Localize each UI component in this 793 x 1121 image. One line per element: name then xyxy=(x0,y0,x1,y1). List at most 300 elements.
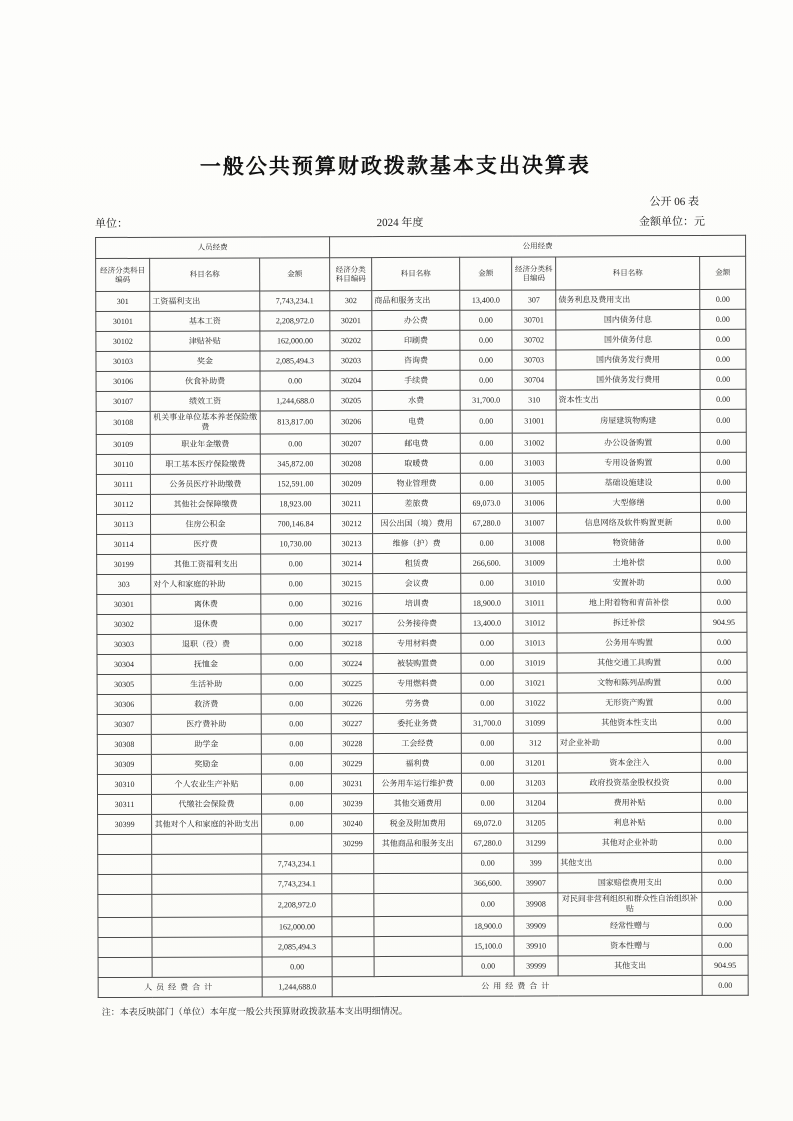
amount-cell: 0.00 xyxy=(461,693,513,713)
name-cell: 工会经费 xyxy=(373,733,461,753)
amount-cell: 10,730.00 xyxy=(261,534,331,554)
amount-cell: 0.00 xyxy=(460,453,512,473)
code-cell: 310 xyxy=(512,390,556,410)
name-cell: 物业管理费 xyxy=(372,473,460,493)
amount-cell: 7,743,234.1 xyxy=(262,874,332,894)
name-cell: 其他商品和服务支出 xyxy=(374,833,462,853)
name-cell: 土地补偿 xyxy=(557,552,701,573)
code-cell: 31008 xyxy=(513,533,557,553)
name-cell: 商品和服务支出 xyxy=(372,290,460,310)
amount-cell: 0.00 xyxy=(460,473,512,493)
budget-table xyxy=(95,235,749,998)
code-cell: 30202 xyxy=(330,331,372,351)
name-cell: 政府投资基金股权投资 xyxy=(557,772,701,793)
group-header-public: 公用经费 xyxy=(330,235,746,257)
name-cell xyxy=(374,956,462,976)
name-cell xyxy=(152,917,262,937)
amount-cell: 0.00 xyxy=(261,754,331,774)
amount-cell: 0.00 xyxy=(462,893,514,916)
code-cell: 30211 xyxy=(330,494,372,514)
name-cell: 被装购置费 xyxy=(373,653,461,673)
table-row xyxy=(96,492,746,514)
code-cell: 30203 xyxy=(330,351,372,371)
name-cell: 拆迁补偿 xyxy=(557,612,701,633)
name-cell: 代缴社会保险费 xyxy=(151,794,261,814)
code-cell: 30229 xyxy=(331,754,373,774)
amount-cell: 0.00 xyxy=(261,794,331,814)
name-cell: 伙食补助费 xyxy=(150,371,260,391)
amount-cell: 0.00 xyxy=(261,674,331,694)
name-cell: 大型修缮 xyxy=(556,492,700,513)
name-cell: 经常性赠与 xyxy=(558,915,702,936)
amount-cell: 0.00 xyxy=(262,957,332,977)
amount-cell: 2,208,972.0 xyxy=(260,311,330,331)
amount-cell: 0.00 xyxy=(261,594,331,614)
amount-cell: 0.00 xyxy=(700,289,746,309)
col-header-code: 经济分类科目编码 xyxy=(330,258,372,291)
col-header-amount: 金额 xyxy=(260,258,330,291)
code-cell: 30702 xyxy=(512,330,556,350)
code-cell: 30305 xyxy=(97,674,151,694)
code-cell: 30308 xyxy=(97,734,151,754)
code-cell: 30216 xyxy=(331,594,373,614)
total-row xyxy=(98,975,748,997)
name-cell: 邮电费 xyxy=(372,433,460,453)
name-cell: 退休费 xyxy=(151,614,261,634)
amount-cell: 0.00 xyxy=(701,672,747,692)
code-cell: 31007 xyxy=(513,513,557,533)
code-cell xyxy=(98,937,152,957)
name-cell: 国外债务付息 xyxy=(556,329,700,350)
code-cell: 399 xyxy=(514,853,558,873)
table-row xyxy=(96,452,746,474)
code-cell: 30111 xyxy=(96,474,150,494)
code-cell: 30205 xyxy=(330,391,372,411)
amount-cell: 69,072.0 xyxy=(462,813,514,833)
group-header-row xyxy=(96,235,746,258)
amount-cell: 904.95 xyxy=(702,955,748,975)
code-cell: 31009 xyxy=(513,553,557,573)
name-cell: 安置补助 xyxy=(557,572,701,593)
amount-cell: 0.00 xyxy=(261,734,331,754)
table-row xyxy=(96,349,746,371)
col-header-code: 经济分类科目编码 xyxy=(512,257,556,290)
table-row xyxy=(96,289,746,311)
name-cell: 其他工资福利支出 xyxy=(151,554,261,574)
code-cell: 30204 xyxy=(330,371,372,391)
name-cell: 手续费 xyxy=(372,370,460,390)
amount-cell: 0.00 xyxy=(261,694,331,714)
amount-cell: 0.00 xyxy=(701,732,747,752)
code-cell: 31005 xyxy=(512,473,556,493)
name-cell: 咨询费 xyxy=(372,350,460,370)
code-cell: 312 xyxy=(513,733,557,753)
table-row xyxy=(97,752,747,774)
code-cell xyxy=(98,874,152,894)
code-cell: 31006 xyxy=(512,493,556,513)
name-cell: 医疗费补助 xyxy=(151,714,261,734)
name-cell: 信息网络及软件购置更新 xyxy=(557,512,701,533)
group-header-personnel: 人员经费 xyxy=(96,237,330,259)
table-row xyxy=(98,852,748,874)
table-row xyxy=(97,672,747,694)
amount-cell: 0.00 xyxy=(700,432,746,452)
name-cell: 其他交通费用 xyxy=(374,793,462,813)
table-row xyxy=(98,872,748,894)
code-cell: 301 xyxy=(96,291,150,311)
name-cell xyxy=(374,873,462,893)
name-cell: 差旅费 xyxy=(372,493,460,513)
name-cell xyxy=(152,957,262,977)
amount-cell: 0.00 xyxy=(260,434,330,454)
code-cell: 30218 xyxy=(331,634,373,654)
amount-cell: 2,085,494.3 xyxy=(260,351,330,371)
amount-cell: 0.00 xyxy=(702,872,748,892)
name-cell: 对企业补助 xyxy=(557,732,701,753)
name-cell xyxy=(374,853,462,873)
amount-cell: 0.00 xyxy=(261,554,331,574)
code-cell: 30303 xyxy=(97,634,151,654)
amount-cell: 18,900.0 xyxy=(461,593,513,613)
code-cell: 30108 xyxy=(96,411,150,434)
amount-cell: 0.00 xyxy=(700,349,746,369)
code-cell: 30207 xyxy=(330,434,372,454)
table-row xyxy=(97,632,747,654)
code-cell: 30213 xyxy=(331,534,373,554)
table-row xyxy=(96,432,746,454)
name-cell: 公务接待费 xyxy=(373,613,461,633)
name-cell: 其他对个人和家庭的补助支出 xyxy=(152,814,262,834)
code-cell: 31099 xyxy=(513,713,557,733)
col-header-code: 经济分类科目编码 xyxy=(96,258,150,291)
code-cell: 31012 xyxy=(513,613,557,633)
code-cell: 30301 xyxy=(97,594,151,614)
amount-cell: 0.00 xyxy=(700,409,746,432)
code-cell: 31001 xyxy=(512,410,556,433)
table-row xyxy=(97,792,747,814)
amount-cell: 0.00 xyxy=(701,532,747,552)
name-cell: 生活补助 xyxy=(151,674,261,694)
page-title: 一般公共预算财政拨款基本支出决算表 xyxy=(199,153,591,179)
amount-cell: 0.00 xyxy=(702,792,748,812)
name-cell: 租赁费 xyxy=(373,553,461,573)
amount-cell: 0.00 xyxy=(460,350,512,370)
amount-cell: 0.00 xyxy=(700,472,746,492)
table-row xyxy=(96,389,746,411)
code-cell: 30214 xyxy=(331,554,373,574)
code-cell: 30224 xyxy=(331,654,373,674)
name-cell: 个人农业生产补贴 xyxy=(151,774,261,794)
code-cell xyxy=(98,834,152,854)
name-cell: 利息补贴 xyxy=(558,812,702,833)
amount-cell: 18,900.0 xyxy=(462,916,514,936)
code-cell xyxy=(98,957,152,977)
code-cell: 31204 xyxy=(514,793,558,813)
name-cell: 对个人和家庭的补助 xyxy=(151,574,261,594)
name-cell: 取暖费 xyxy=(372,453,460,473)
table-row xyxy=(97,592,747,614)
amount-cell: 0.00 xyxy=(701,572,747,592)
name-cell: 基本工资 xyxy=(150,311,260,331)
code-cell: 39907 xyxy=(514,873,558,893)
name-cell: 资本性赠与 xyxy=(558,935,702,956)
code-cell xyxy=(98,854,152,874)
code-cell: 30112 xyxy=(96,494,150,514)
public-total-amount: 0.00 xyxy=(702,975,748,995)
code-cell: 31022 xyxy=(513,693,557,713)
code-cell: 31019 xyxy=(513,653,557,673)
name-cell: 其他社会保障缴费 xyxy=(150,494,260,514)
code-cell: 31013 xyxy=(513,633,557,653)
amount-cell: 0.00 xyxy=(460,410,512,433)
code-cell: 30302 xyxy=(97,614,151,634)
amount-cell: 0.00 xyxy=(461,753,513,773)
amount-cell: 0.00 xyxy=(701,772,747,792)
amount-cell: 0.00 xyxy=(702,935,748,955)
amount-cell: 0.00 xyxy=(462,853,514,873)
code-cell: 30299 xyxy=(332,834,374,854)
amount-cell: 0.00 xyxy=(700,389,746,409)
code-cell: 31205 xyxy=(514,813,558,833)
name-cell xyxy=(374,936,462,956)
code-cell: 30101 xyxy=(96,311,150,331)
code-cell xyxy=(332,937,374,957)
name-cell: 福利费 xyxy=(373,753,461,773)
amount-cell: 0.00 xyxy=(461,633,513,653)
table-row xyxy=(97,692,747,714)
name-cell: 无形资产购置 xyxy=(557,692,701,713)
code-cell: 39908 xyxy=(514,893,558,916)
name-cell: 绩效工资 xyxy=(150,391,260,411)
amount-cell: 0.00 xyxy=(702,832,748,852)
amount-cell: 13,400.0 xyxy=(461,613,513,633)
amount-cell: 0.00 xyxy=(461,533,513,553)
amount-cell: 18,923.00 xyxy=(260,494,330,514)
code-cell: 30240 xyxy=(332,814,374,834)
name-cell: 职业年金缴费 xyxy=(150,434,260,454)
amount-cell xyxy=(262,834,332,854)
amount-cell: 31,700.0 xyxy=(461,713,513,733)
amount-cell: 0.00 xyxy=(261,774,331,794)
table-row xyxy=(97,652,747,674)
amount-cell: 0.00 xyxy=(700,492,746,512)
amount-cell: 0.00 xyxy=(700,369,746,389)
table-row xyxy=(96,472,746,494)
public-total-label: 公用经费合计 xyxy=(332,975,702,996)
table-row xyxy=(96,329,746,351)
table-body xyxy=(96,289,748,977)
name-cell: 税金及附加费用 xyxy=(374,813,462,833)
amount-cell: 0.00 xyxy=(701,712,747,732)
code-cell: 30399 xyxy=(98,814,152,834)
name-cell: 地上附着物和青苗补偿 xyxy=(557,592,701,613)
code-cell xyxy=(332,917,374,937)
name-cell: 资本性支出 xyxy=(556,389,700,410)
form-number: 公开 06 表 xyxy=(649,195,699,209)
amount-cell: 0.00 xyxy=(700,309,746,329)
name-cell: 其他资本性支出 xyxy=(557,712,701,733)
amount-cell: 7,743,234.1 xyxy=(262,854,332,874)
table-row xyxy=(98,915,748,937)
name-cell: 资本金注入 xyxy=(557,752,701,773)
name-cell: 对民间非营利组织和群众性自治组织补贴 xyxy=(558,892,702,916)
table-row xyxy=(98,832,748,854)
amount-cell: 0.00 xyxy=(460,310,512,330)
amount-cell: 0.00 xyxy=(461,653,513,673)
amount-cell: 31,700.0 xyxy=(460,390,512,410)
amount-cell: 0.00 xyxy=(700,329,746,349)
amount-cell: 0.00 xyxy=(461,673,513,693)
name-cell: 其他交通工具购置 xyxy=(557,652,701,673)
code-cell: 30701 xyxy=(512,310,556,330)
table-row xyxy=(96,369,746,391)
code-cell: 39909 xyxy=(514,916,558,936)
amount-cell: 0.00 xyxy=(460,330,512,350)
col-header-name: 科目名称 xyxy=(556,256,700,290)
code-cell: 30217 xyxy=(331,614,373,634)
name-cell xyxy=(152,937,262,957)
amount-cell: 0.00 xyxy=(261,614,331,634)
name-cell xyxy=(374,916,462,936)
name-cell: 国内债务付息 xyxy=(556,309,700,330)
amount-cell: 0.00 xyxy=(701,752,747,772)
amount-cell: 0.00 xyxy=(462,956,514,976)
footer-note: 注：本表反映部门（单位）本年度一般公共预算财政拨款基本支出明细情况。 xyxy=(101,1005,408,1018)
name-cell: 奖励金 xyxy=(151,754,261,774)
name-cell: 医疗费 xyxy=(151,534,261,554)
code-cell xyxy=(332,854,374,874)
code-cell: 30102 xyxy=(96,331,150,351)
name-cell: 住房公积金 xyxy=(151,514,261,534)
amount-cell: 813,817.00 xyxy=(260,411,330,434)
code-cell: 30206 xyxy=(330,411,372,434)
code-cell: 30225 xyxy=(331,674,373,694)
name-cell xyxy=(374,893,462,916)
code-cell: 30114 xyxy=(97,534,151,554)
amount-cell: 0.00 xyxy=(701,512,747,532)
name-cell: 公务用车运行维护费 xyxy=(373,773,461,793)
name-cell: 津贴补贴 xyxy=(150,331,260,351)
name-cell: 离休费 xyxy=(151,594,261,614)
code-cell: 31299 xyxy=(514,833,558,853)
amount-cell: 7,743,234.1 xyxy=(260,291,330,311)
name-cell: 维修（护）费 xyxy=(373,533,461,553)
name-cell: 其他支出 xyxy=(558,955,702,976)
amount-cell: 345,872.00 xyxy=(260,454,330,474)
code-cell: 31011 xyxy=(513,593,557,613)
amount-cell: 0.00 xyxy=(702,915,748,935)
amount-cell: 700,146.84 xyxy=(261,514,331,534)
code-cell: 30309 xyxy=(97,754,151,774)
amount-cell: 366,600. xyxy=(462,873,514,893)
name-cell: 助学金 xyxy=(151,734,261,754)
amount-cell: 152,591.00 xyxy=(260,474,330,494)
code-cell: 30311 xyxy=(97,794,151,814)
amount-cell: 0.00 xyxy=(261,574,331,594)
amount-cell: 69,073.0 xyxy=(460,493,512,513)
amount-cell: 0.00 xyxy=(261,714,331,734)
amount-cell: 0.00 xyxy=(261,654,331,674)
table-row xyxy=(97,732,747,754)
table-row xyxy=(98,955,748,977)
col-header-amount: 金额 xyxy=(460,257,512,290)
code-cell: 30228 xyxy=(331,734,373,754)
code-cell: 30201 xyxy=(330,311,372,331)
code-cell: 31002 xyxy=(512,433,556,453)
amount-cell: 162,000.00 xyxy=(262,917,332,937)
amount-cell: 0.00 xyxy=(701,552,747,572)
amount-unit-label: 金额单位：元 xyxy=(638,215,706,229)
code-cell: 31010 xyxy=(513,573,557,593)
meta-row xyxy=(95,213,745,231)
name-cell: 委托业务费 xyxy=(373,713,461,733)
code-cell: 30209 xyxy=(330,474,372,494)
name-cell: 公务员医疗补助缴费 xyxy=(150,474,260,494)
table-row xyxy=(97,552,747,574)
code-cell: 39910 xyxy=(514,936,558,956)
amount-cell: 904.95 xyxy=(701,612,747,632)
col-header-amount: 金额 xyxy=(700,256,746,289)
code-cell: 39999 xyxy=(514,956,558,976)
amount-cell: 67,280.0 xyxy=(462,833,514,853)
code-cell: 31203 xyxy=(513,773,557,793)
name-cell: 机关事业单位基本养老保险缴费 xyxy=(150,411,260,434)
amount-cell: 2,085,494.3 xyxy=(262,937,332,957)
amount-cell: 0.00 xyxy=(702,852,748,872)
code-cell: 31003 xyxy=(512,453,556,473)
name-cell: 国内债务发行费用 xyxy=(556,349,700,370)
amount-cell: 0.00 xyxy=(702,812,748,832)
amount-cell: 1,244,688.0 xyxy=(260,391,330,411)
personnel-total-amount: 1,244,688.0 xyxy=(262,977,332,997)
table-row xyxy=(97,512,747,534)
code-cell: 30239 xyxy=(332,794,374,814)
name-cell: 退职（役）费 xyxy=(151,634,261,654)
amount-cell: 266,600. xyxy=(461,553,513,573)
amount-cell: 0.00 xyxy=(460,433,512,453)
table-row xyxy=(97,612,747,634)
col-header-name: 科目名称 xyxy=(372,257,460,290)
code-cell: 30304 xyxy=(97,654,151,674)
code-cell: 303 xyxy=(97,574,151,594)
name-cell: 抚恤金 xyxy=(151,654,261,674)
name-cell xyxy=(152,834,262,854)
table-row xyxy=(96,409,746,434)
amount-cell: 0.00 xyxy=(462,793,514,813)
year-label: 2024 年度 xyxy=(376,216,424,230)
name-cell: 电费 xyxy=(372,410,460,433)
amount-cell: 0.00 xyxy=(700,452,746,472)
table-row xyxy=(98,812,748,834)
amount-cell: 0.00 xyxy=(261,634,331,654)
personnel-total-label: 人员经费合计 xyxy=(98,977,262,998)
table-row xyxy=(96,309,746,331)
code-cell: 30110 xyxy=(96,454,150,474)
amount-cell: 0.00 xyxy=(461,773,513,793)
table-row xyxy=(97,712,747,734)
table-row xyxy=(98,892,748,917)
amount-cell: 0.00 xyxy=(701,692,747,712)
code-cell: 30307 xyxy=(97,714,151,734)
name-cell: 培训费 xyxy=(373,593,461,613)
code-cell xyxy=(98,917,152,937)
amount-cell: 13,400.0 xyxy=(460,290,512,310)
name-cell: 会议费 xyxy=(373,573,461,593)
name-cell: 国家赔偿费用支出 xyxy=(558,872,702,893)
name-cell: 文物和陈列品购置 xyxy=(557,672,701,693)
name-cell: 印刷费 xyxy=(372,330,460,350)
amount-cell: 0.00 xyxy=(461,573,513,593)
